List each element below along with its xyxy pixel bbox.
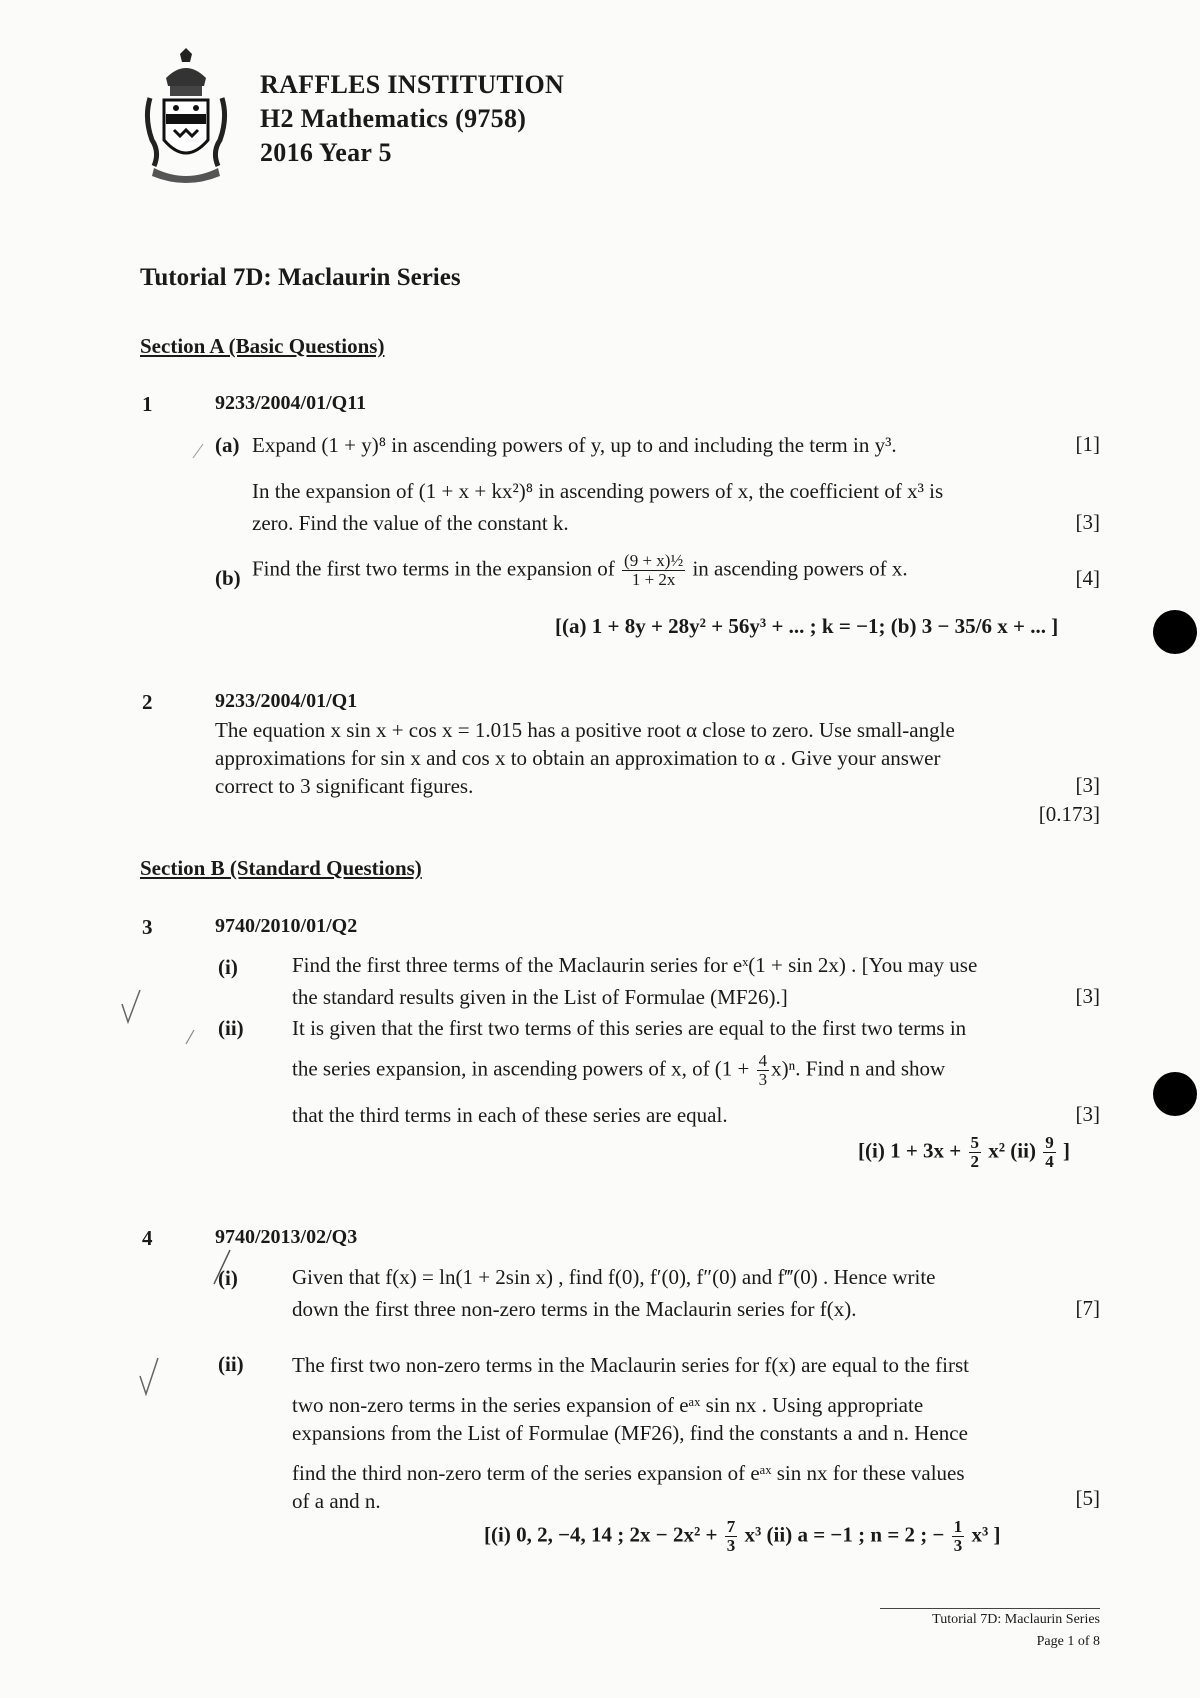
q4-answer-fraction-1-num: 7 <box>726 1517 736 1536</box>
q1-part-a-text-1: Expand (1 + y)⁸ in ascending powers of y, up to and including the term in y³. <box>252 433 897 457</box>
q3-part-i-label: (i) <box>218 955 238 979</box>
q3-answer-fraction-1-den: 2 <box>970 1152 979 1171</box>
q1-part-b-label: (b) <box>215 566 241 590</box>
question-3-number: 3 <box>142 915 153 939</box>
q3-answer-post: ] <box>1062 1138 1070 1163</box>
q3-part-ii-line-1: It is given that the first two terms of this series are equal to the first two terms in <box>292 1016 967 1040</box>
q3-part-ii-line-2-pre: the series expansion, in ascending powers of x, of (1 + <box>292 1056 750 1081</box>
q3-answer-fraction-2-num: 9 <box>1045 1133 1054 1152</box>
q4-part-i-line-2: down the first three non-zero terms in the Maclaurin series for f(x). <box>292 1297 857 1321</box>
q1-part-a-mark-1: [1] <box>1075 432 1100 456</box>
year-label: 2016 Year 5 <box>260 138 392 167</box>
q2-answer: [0.173] <box>1038 802 1100 826</box>
q3-answer-pre: [(i) 1 + 3x + <box>858 1138 962 1163</box>
footer-page-number: Page 1 of 8 <box>1036 1634 1100 1649</box>
q4-answer-pre: [(i) 0, 2, −4, 14 ; 2x − 2x² + <box>484 1522 718 1547</box>
q3-part-ii-fraction-num: 4 <box>758 1051 768 1070</box>
q4-part-ii-label: (ii) <box>218 1352 244 1376</box>
q1-part-b-mark: [4] <box>1075 566 1100 590</box>
q1-part-a-text-2: In the expansion of (1 + x + kx²)⁸ in ascending powers of x, the coefficient of x³ is <box>252 479 944 503</box>
q1-part-a-label: (a) <box>215 433 240 457</box>
footer-title: Tutorial 7D: Maclaurin Series <box>932 1612 1100 1627</box>
q1-part-a-text-3: zero. Find the value of the constant k. <box>252 511 569 535</box>
q3-part-ii-fraction-den: 3 <box>758 1070 768 1089</box>
q4-part-ii-line-2: two non-zero terms in the series expansion of eᵃˣ sin nx . Using appropriate <box>292 1393 924 1417</box>
q2-line-2: approximations for sin x and cos x to obtain an approximation to α . Give your answer <box>215 746 941 770</box>
question-4-number: 4 <box>142 1226 153 1250</box>
q4-part-ii-line-4: find the third non-zero term of the series expansion of eᵃˣ sin nx for these values <box>292 1461 965 1485</box>
q4-answer-post: x³ ] <box>971 1522 1001 1547</box>
q3-part-ii-line-3: that the third terms in each of these series are equal. <box>292 1103 728 1127</box>
q1-part-b-text-post: in ascending powers of x. <box>692 556 908 581</box>
q3-answer-mid: x² (ii) <box>988 1138 1036 1163</box>
q4-answer-fraction-2-den: 3 <box>953 1536 963 1555</box>
q3-part-i-line-1: Find the first three terms of the Maclaurin series for eˣ(1 + sin 2x) . [You may use <box>292 953 978 977</box>
q1-part-b-fraction-den: 1 + 2x <box>631 570 676 589</box>
q4-part-ii-mark: [5] <box>1075 1486 1100 1510</box>
question-1-code: 9233/2004/01/Q11 <box>215 392 367 414</box>
q3-answer-fraction-2-den: 4 <box>1045 1152 1054 1171</box>
subject-name: H2 Mathematics (9758) <box>260 104 527 133</box>
q3-part-i-line-2: the standard results given in the List of Formulae (MF26).] <box>292 985 788 1009</box>
question-4-code: 9740/2013/02/Q3 <box>215 1226 358 1248</box>
q1-part-b-text-pre: Find the first two terms in the expansion of <box>252 556 615 581</box>
q4-part-i-line-1: Given that f(x) = ln(1 + 2sin x) , find f(0), f′(0), f″(0) and f‴(0) . Hence write <box>292 1265 936 1289</box>
q1-part-a-mark-2: [3] <box>1075 510 1100 534</box>
question-3-code: 9740/2010/01/Q2 <box>215 915 358 937</box>
section-b-heading: Section B (Standard Questions) <box>140 856 422 880</box>
q4-answer-fraction-1-den: 3 <box>726 1536 736 1555</box>
question-2-number: 2 <box>142 690 153 714</box>
q3-part-ii-label: (ii) <box>218 1016 244 1040</box>
q4-part-ii-line-3: expansions from the List of Formulae (MF26), find the constants a and n. Hence <box>292 1421 968 1445</box>
q4-answer-mid: x³ (ii) a = −1 ; n = 2 ; − <box>744 1522 945 1547</box>
q4-part-ii-line-1: The first two non-zero terms in the Maclaurin series for f(x) are equal to the first <box>292 1353 970 1377</box>
q4-part-ii-line-5: of a and n. <box>292 1489 381 1513</box>
q1-answer: [(a) 1 + 8y + 28y² + 56y³ + ... ; k = −1; (b) 3 − 35/6 x + ... ] <box>555 614 1059 638</box>
q4-answer-fraction-2-num: 1 <box>953 1517 963 1536</box>
q3-part-ii-mark: [3] <box>1075 1102 1100 1126</box>
question-2-code: 9233/2004/01/Q1 <box>215 690 358 712</box>
section-a-heading: Section A (Basic Questions) <box>140 334 385 358</box>
school-name: RAFFLES INSTITUTION <box>260 70 565 99</box>
q4-part-i-mark: [7] <box>1075 1296 1100 1320</box>
q3-part-ii-line-2-post: x)ⁿ. Find n and show <box>771 1056 946 1081</box>
q2-line-3: correct to 3 significant figures. <box>215 774 474 798</box>
q2-mark: [3] <box>1075 773 1100 797</box>
q2-line-1: The equation x sin x + cos x = 1.015 has a positive root α close to zero. Use small-angle <box>215 718 955 742</box>
q3-answer-fraction-1-num: 5 <box>970 1133 979 1152</box>
q3-part-i-mark: [3] <box>1075 984 1100 1008</box>
question-1-number: 1 <box>142 392 153 416</box>
q4-part-i-label: (i) <box>218 1266 238 1290</box>
q1-part-b-fraction-num: (9 + x)½ <box>624 551 684 570</box>
page-title: Tutorial 7D: Maclaurin Series <box>140 264 461 291</box>
